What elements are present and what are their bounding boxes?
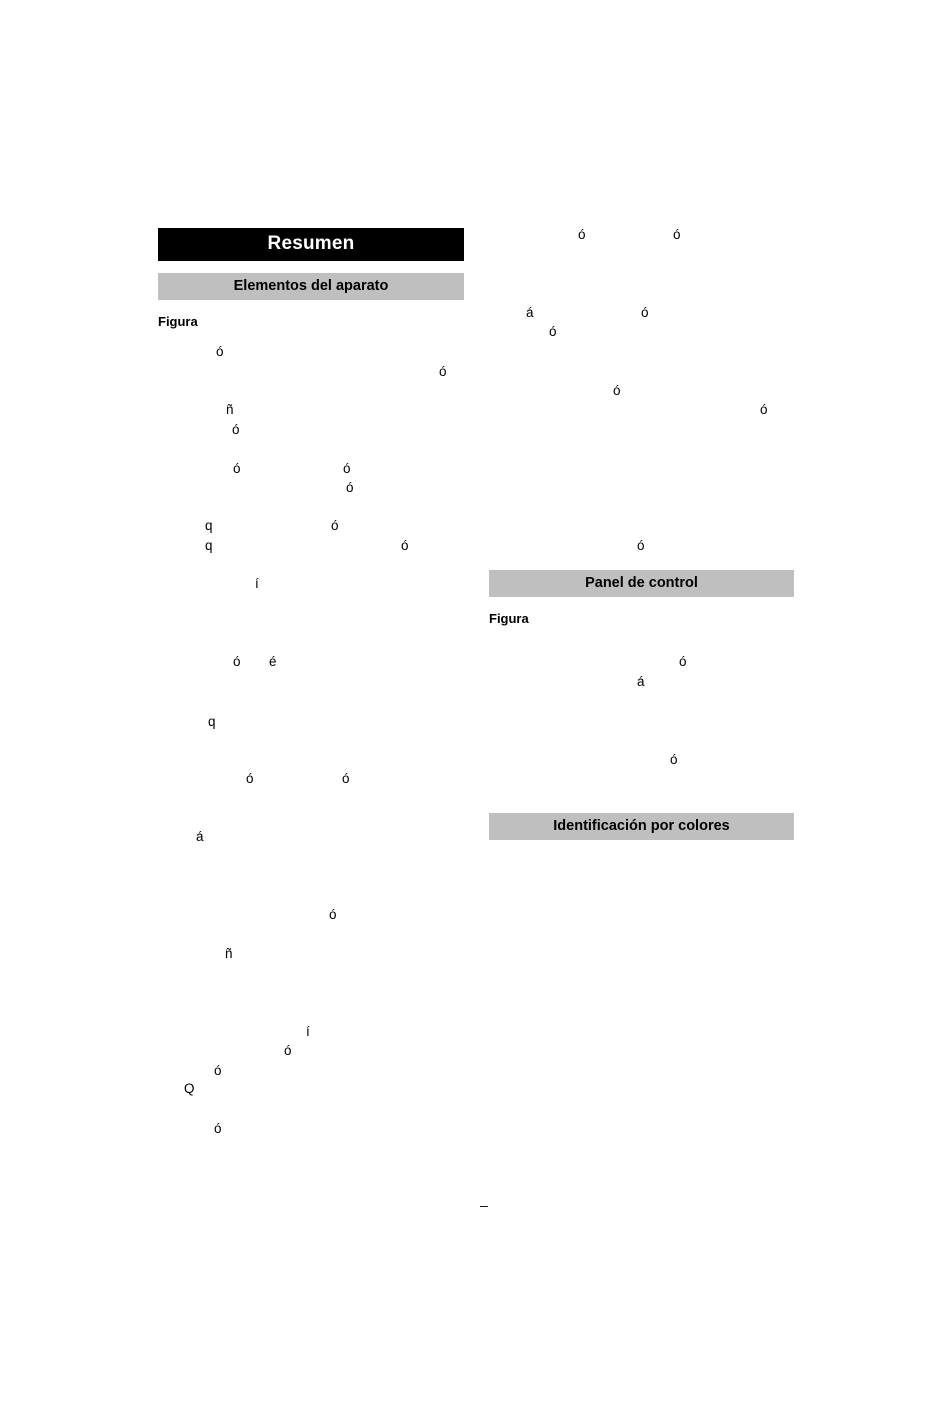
right-text-fragment: ó	[670, 752, 678, 767]
section-heading-panel-de-control: Panel de control	[489, 570, 794, 597]
figure-label-right: Figura	[489, 611, 529, 626]
left-text-fragment: ó	[233, 461, 241, 476]
left-text-fragment: í	[306, 1024, 310, 1039]
right-text-fragment: ó	[578, 227, 586, 242]
left-text-fragment: ó	[439, 364, 447, 379]
left-text-fragment: í	[255, 576, 259, 591]
right-text-fragment: á	[526, 305, 534, 320]
right-text-fragment: ó	[673, 227, 681, 242]
left-text-fragment: á	[196, 829, 204, 844]
left-text-fragment: ñ	[225, 946, 233, 961]
right-text-fragment: ó	[679, 654, 687, 669]
left-text-fragment: ó	[329, 907, 337, 922]
left-column	[158, 228, 464, 329]
right-text-fragment: ó	[641, 305, 649, 320]
left-text-fragment: ó	[284, 1043, 292, 1058]
left-text-fragment: ó	[343, 461, 351, 476]
right-text-fragment: ó	[613, 383, 621, 398]
section-heading-elementos: Elementos del aparato	[158, 273, 464, 300]
left-text-fragment: q	[205, 538, 213, 553]
left-text-fragment: Q	[184, 1081, 195, 1096]
page-title: Resumen	[158, 228, 464, 261]
left-text-fragment: ó	[232, 422, 240, 437]
left-text-fragment: ó	[214, 1121, 222, 1136]
left-text-fragment: ó	[331, 518, 339, 533]
left-text-fragment: ó	[346, 480, 354, 495]
left-text-fragment: ó	[214, 1063, 222, 1078]
left-text-fragment: q	[205, 518, 213, 533]
footer-mark: –	[480, 1197, 488, 1213]
right-text-fragment: ó	[637, 538, 645, 553]
left-text-fragment: ñ	[226, 402, 234, 417]
left-text-fragment: é	[269, 654, 277, 669]
right-text-fragment: á	[637, 674, 645, 689]
left-text-fragment: ó	[401, 538, 409, 553]
left-text-fragment: q	[208, 714, 216, 729]
figure-label-left: Figura	[158, 314, 198, 329]
left-text-fragment: ó	[246, 771, 254, 786]
left-text-fragment: ó	[342, 771, 350, 786]
section-heading-identificacion-por-colores: Identificación por colores	[489, 813, 794, 840]
left-text-fragment: ó	[216, 344, 224, 359]
right-text-fragment: ó	[549, 324, 557, 339]
left-text-fragment: ó	[233, 654, 241, 669]
right-text-fragment: ó	[760, 402, 768, 417]
